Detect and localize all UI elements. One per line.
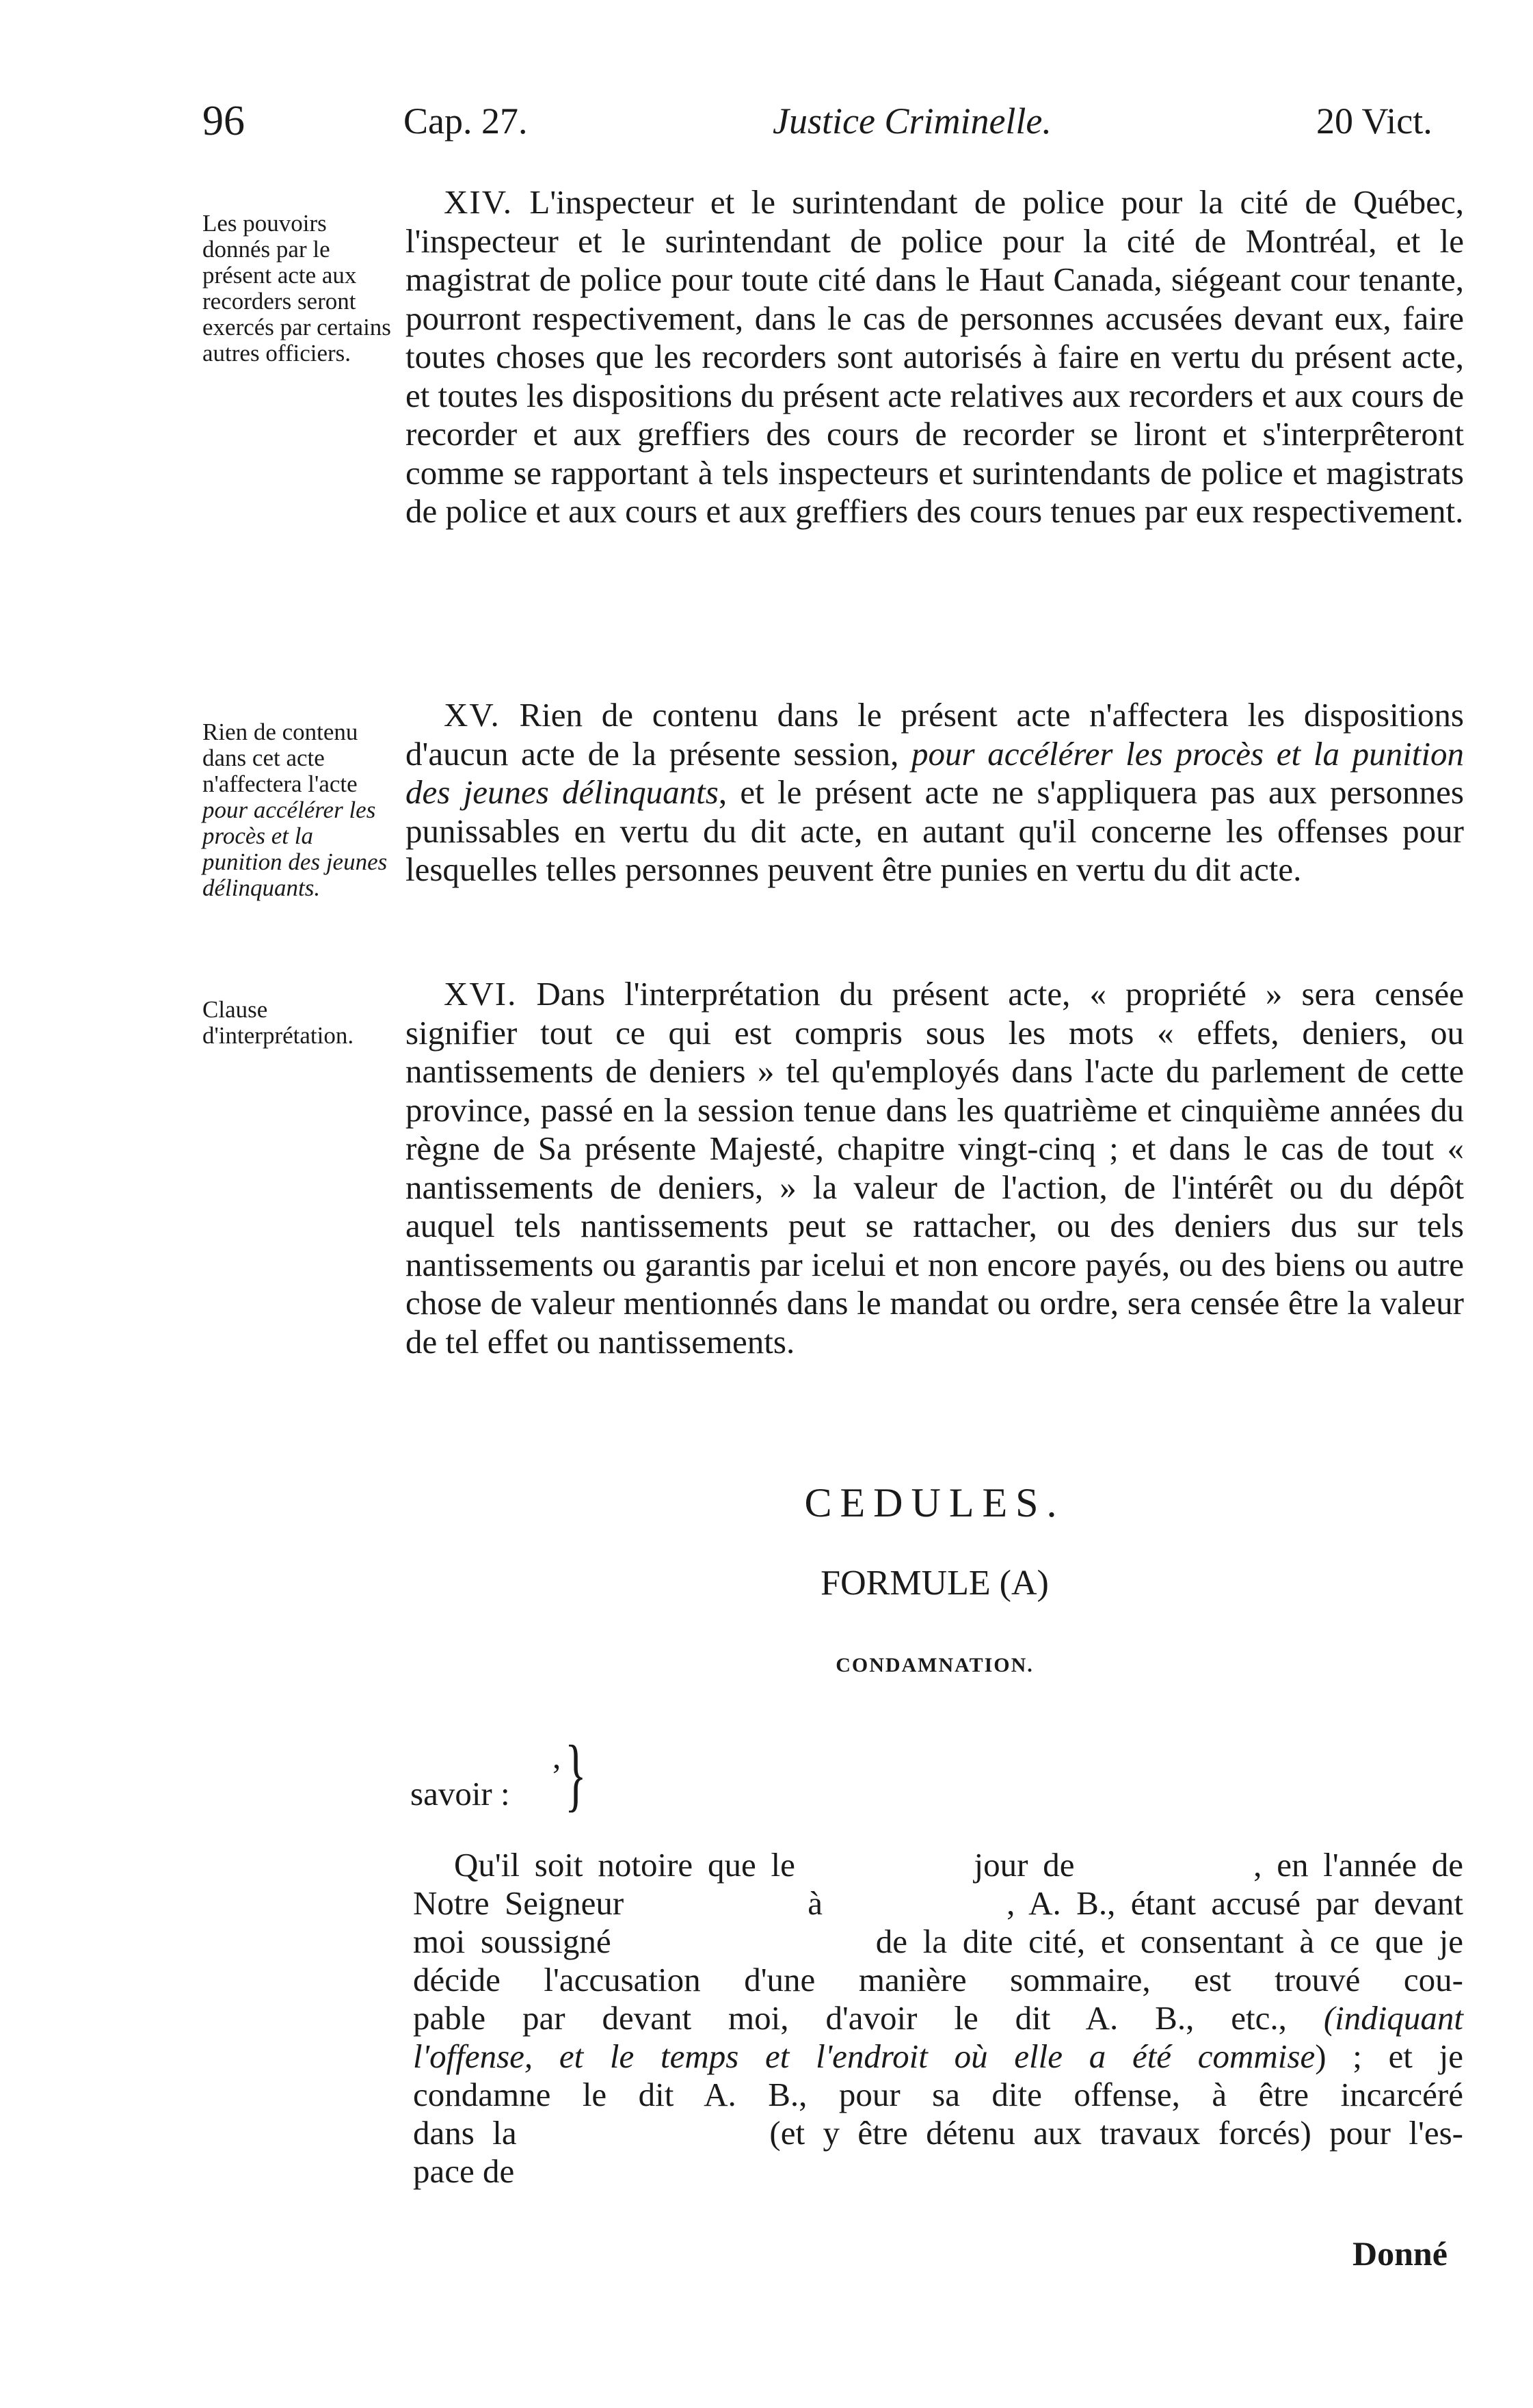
form-line: décide l'accusation d'une manière sommaire, est trouvé cou- <box>413 1961 1463 1998</box>
schedules-title: CEDULES. <box>804 1480 1065 1525</box>
venue-comma: , <box>552 1738 561 1776</box>
section-xiv-text: L'inspecteur et le surintendant de police pour la cité de Québec, l'inspecteur et le surintendant de police pour la cité de Montréal, et le magistrat de police pour toute cité dans le Haut Canada, siégeant cour tenante, pourront respectivement, dans le cas de personnes accusées devant eux, faire toutes choses que les recorders sont autorisés à faire en vertu du présent acte, et toutes les dispositions du présent acte relatives aux recorders et aux cours de recorder et aux greffiers des cours de recorder se liront et s'interprêteront comme se rapportant à tels inspecteurs et surintendants de police et magistrats de police et aux cours et aux greffiers des cours tenues par eux respectivement. <box>405 183 1465 530</box>
section-xiv <box>405 183 1464 531</box>
margin-note-juvenile-text: Rien de contenu dans cet acte n'affectera l'acte <box>202 719 358 797</box>
section-xvi-text: Dans l'interprétation du présent acte, « propriété » sera censée signifier tout ce qui est compris sous les mots « effets, deniers, ou nantissements de deniers » tel qu'employés dans l'acte du parlement de cette province, passé en la session tenue dans les quatrième et cinquième années du règne de Sa présente Majesté, chapitre vingt-cinq ; et dans le cas de tout « nantissements de deniers, » la valeur de l'action, de l'intérêt ou du dépôt auquel tels nantissements peut se rattacher, ou des deniers dus sur tels nantissements ou garantis par icelui et non encore payés, ou des biens ou autre chose de valeur mentionnés dans le mandat ou ordre, sera censée être la valeur de tel effet ou nantissements. <box>405 975 1465 1361</box>
section-xiv-number: XIV. <box>444 183 514 221</box>
section-xv-text-a: Rien de contenu dans le présent acte n'affectera les dispositions d'aucun acte de la présente session, <box>405 696 1464 773</box>
form-a-subtitle: CONDAMNATION. <box>836 1654 1034 1676</box>
section-xvi <box>405 975 1464 1361</box>
chapter-label: Cap. 27. <box>403 101 528 142</box>
margin-note-interpretation: Clause d'interprétation. <box>202 996 354 1049</box>
margin-note-powers: Les pouvoirs donnés par le présent acte aux recorders seront exercés par certains autres officiers. <box>202 210 391 366</box>
running-title: Justice Criminelle. <box>773 101 1052 142</box>
form-line: Notre Seigneur à , A. B., étant accusé par devant <box>413 1884 1463 1922</box>
form-line-text: pable par devant moi, d'avoir le dit A. B., etc., <box>413 1999 1324 2037</box>
form-line <box>413 1999 1463 2037</box>
form-line-italic: l'offense, et le temps et l'endroit où elle a été commise <box>413 2037 1316 2075</box>
form-line: moi soussigné de la dite cité, et consentant à ce que je <box>413 1923 1463 1960</box>
form-line: condamne le dit A. B., pour sa dite offense, à être incarcéré <box>413 2076 1463 2113</box>
form-line: pace de <box>413 2152 515 2190</box>
margin-note-juvenile-italic: pour accélérer les procès et la punition des jeunes délinquants. <box>202 797 388 901</box>
catchword: Donné <box>1352 2234 1448 2273</box>
form-line-text: ) ; et je <box>1315 2037 1463 2075</box>
form-line: dans la (et y être détenu aux travaux forcés) pour l'es- <box>413 2114 1463 2152</box>
section-xvi-number: XVI. <box>444 975 518 1013</box>
regnal-year: 20 Vict. <box>1316 101 1432 142</box>
form-line <box>413 2037 1463 2076</box>
form-line-italic: (indiquant <box>1323 1999 1463 2037</box>
page-number: 96 <box>202 98 245 144</box>
margin-note-juvenile-act <box>202 719 392 901</box>
venue-brace: } <box>565 1728 587 1819</box>
form-a-title: FORMULE (A) <box>821 1564 1049 1603</box>
savoir-label: savoir : <box>410 1775 510 1812</box>
form-line <box>413 1846 1463 1884</box>
form-line-text: Qu'il soit notoire que le jour de , en l'année de <box>454 1846 1463 1884</box>
section-xv-number: XV. <box>444 696 501 734</box>
section-xv <box>405 696 1464 889</box>
section-xv-italic: pour accélérer les procès et la punition des jeunes délinquants <box>405 734 1464 811</box>
section-xv-text-b: , et le présent acte ne s'appliquera pas aux personnes punissables en vertu du dit acte, en autant qu'il concerne les offenses pour lesquelles telles personnes peuvent être punies en vertu du dit acte. <box>405 773 1465 888</box>
